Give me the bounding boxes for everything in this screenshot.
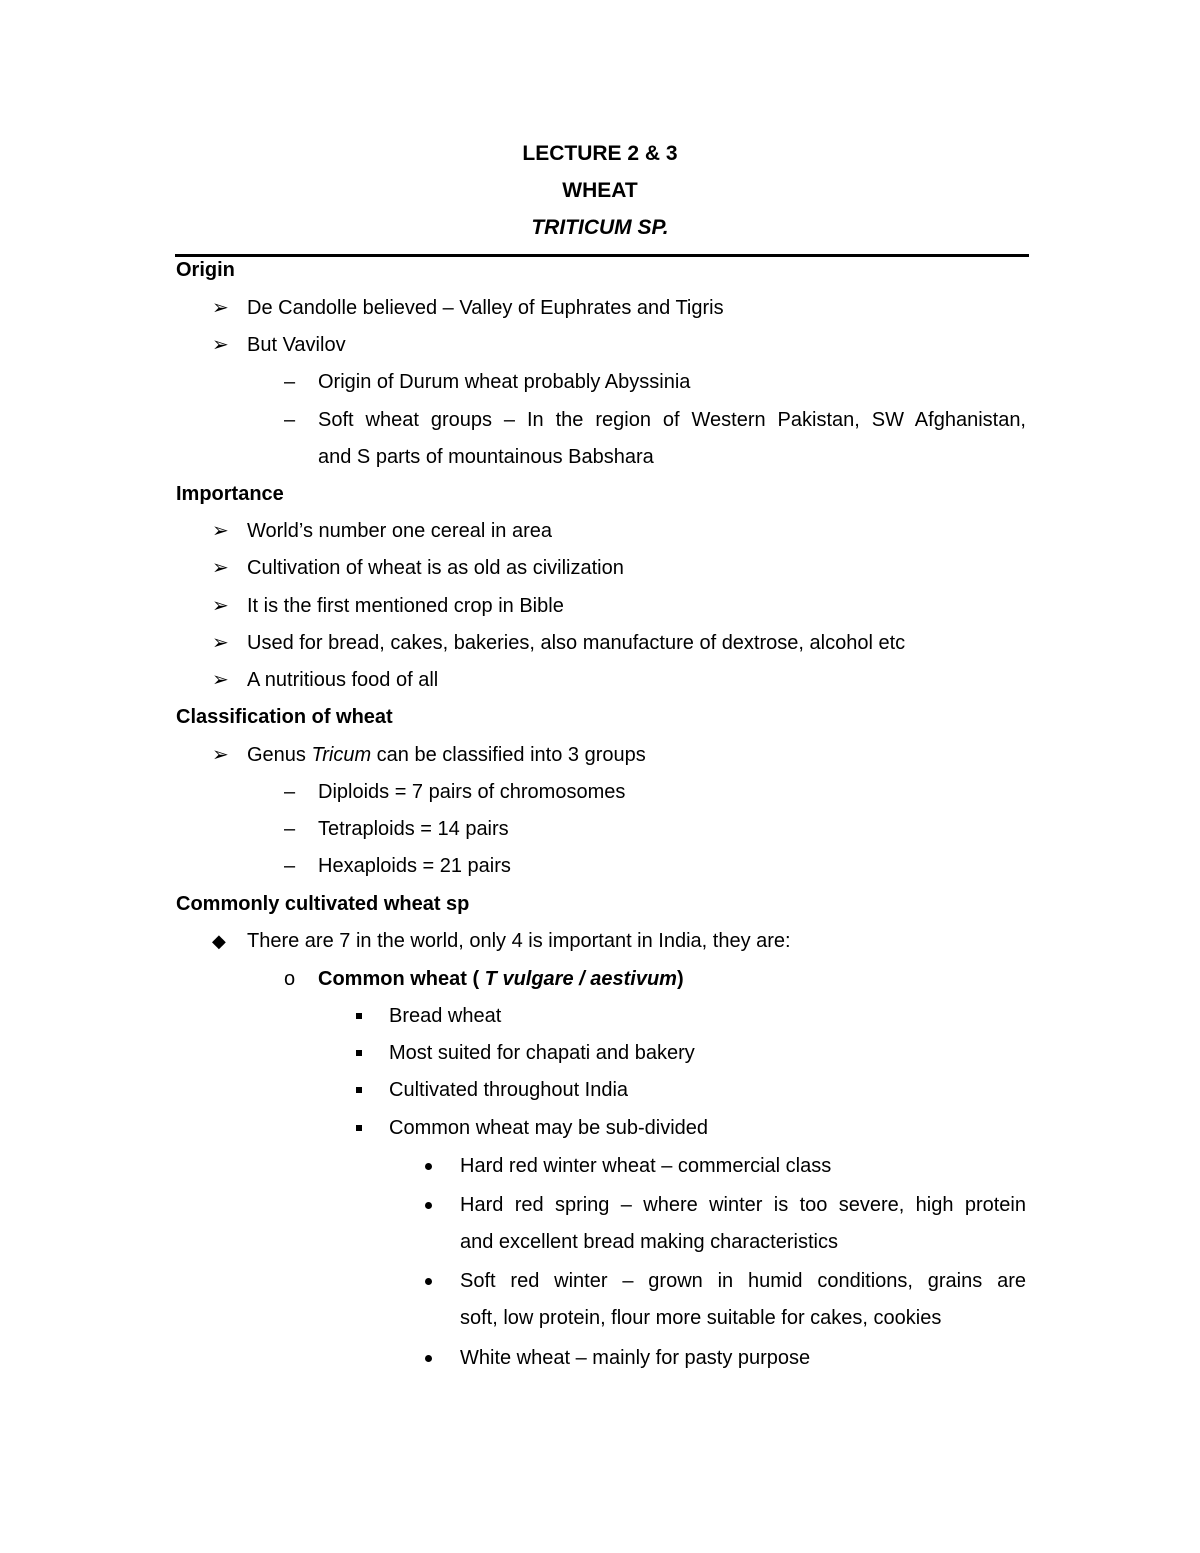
dash-bullet-icon: – <box>284 818 296 840</box>
common-wheat-text: ) <box>676 968 684 990</box>
wheat-class-item: Hard red winter wheat – commercial class <box>460 1155 832 1177</box>
section-heading-cultivated: Commonly cultivated wheat sp <box>176 893 470 915</box>
wheat-class-item-continued: and excellent bread making characteristics <box>460 1231 838 1253</box>
wheat-class-item-continued: soft, low protein, flour more suitable for cakes, cookies <box>460 1307 942 1329</box>
origin-subitem: Soft wheat groups – In the region of Western Pakistan, SW Afghanistan, <box>318 409 1026 431</box>
square-bullet-icon <box>356 1125 362 1131</box>
wheat-class-item: Hard red spring – where winter is too severe, high protein <box>460 1194 1026 1216</box>
wheat-class-item: White wheat – mainly for pasty purpose <box>460 1347 811 1369</box>
classification-item <box>247 743 646 767</box>
classification-text: can be classified into 3 groups <box>371 744 646 766</box>
arrow-bullet-icon: ➢ <box>212 632 229 654</box>
classification-subitem: Hexaploids = 21 pairs <box>318 855 511 877</box>
lecture-title: LECTURE 2 & 3 <box>522 142 678 165</box>
arrow-bullet-icon: ➢ <box>212 520 229 542</box>
common-wheat-item: Most suited for chapati and bakery <box>389 1042 695 1064</box>
header-rule <box>175 254 1029 257</box>
dash-bullet-icon: – <box>284 855 296 877</box>
arrow-bullet-icon: ➢ <box>212 297 229 319</box>
wheat-class-item: Soft red winter – grown in humid conditions, grains are <box>460 1270 1026 1292</box>
importance-item: A nutritious food of all <box>247 669 439 691</box>
section-heading-origin: Origin <box>176 259 235 281</box>
square-bullet-icon <box>356 1087 362 1093</box>
square-bullet-icon <box>356 1050 362 1056</box>
crop-title: WHEAT <box>562 179 638 202</box>
classification-subitem: Diploids = 7 pairs of chromosomes <box>318 781 626 803</box>
diamond-bullet-icon: ◆ <box>212 931 226 951</box>
common-wheat-item: Common wheat may be sub-divided <box>389 1117 709 1139</box>
importance-item: It is the first mentioned crop in Bible <box>247 595 564 617</box>
common-wheat-item: Cultivated throughout India <box>389 1079 629 1101</box>
importance-item: Cultivation of wheat is as old as civilization <box>247 557 624 579</box>
dash-bullet-icon: – <box>284 781 296 803</box>
origin-subitem: Origin of Durum wheat probably Abyssinia <box>318 371 691 393</box>
classification-subitem: Tetraploids = 14 pairs <box>318 818 509 840</box>
origin-subitem-continued: and S parts of mountainous Babshara <box>318 446 654 468</box>
genus-name: Tricum <box>311 744 372 766</box>
common-wheat-item: Bread wheat <box>389 1005 502 1027</box>
circle-bullet-icon: o <box>284 968 296 990</box>
arrow-bullet-icon: ➢ <box>212 669 229 691</box>
arrow-bullet-icon: ➢ <box>212 595 229 617</box>
arrow-bullet-icon: ➢ <box>212 744 229 766</box>
section-heading-classification: Classification of wheat <box>176 706 393 728</box>
scientific-name: TRITICUM SP. <box>531 216 669 239</box>
dot-bullet-icon <box>425 1163 432 1170</box>
importance-item: World’s number one cereal in area <box>247 520 552 542</box>
dot-bullet-icon <box>425 1278 432 1285</box>
common-wheat-text: Common wheat ( <box>318 968 485 990</box>
importance-item: Used for bread, cakes, bakeries, also manufacture of dextrose, alcohol etc <box>247 632 906 654</box>
classification-text: Genus <box>247 744 312 766</box>
common-wheat-heading <box>318 967 684 991</box>
dot-bullet-icon <box>425 1202 432 1209</box>
square-bullet-icon <box>356 1013 362 1019</box>
common-wheat-species: T vulgare / aestivum <box>484 968 677 990</box>
arrow-bullet-icon: ➢ <box>212 334 229 356</box>
dot-bullet-icon <box>425 1355 432 1362</box>
dash-bullet-icon: – <box>284 409 296 431</box>
section-heading-importance: Importance <box>176 483 284 505</box>
cultivated-intro: There are 7 in the world, only 4 is important in India, they are: <box>247 930 791 952</box>
origin-item: De Candolle believed – Valley of Euphrates and Tigris <box>247 297 724 319</box>
dash-bullet-icon: – <box>284 371 296 393</box>
arrow-bullet-icon: ➢ <box>212 557 229 579</box>
origin-item: But Vavilov <box>247 334 346 356</box>
